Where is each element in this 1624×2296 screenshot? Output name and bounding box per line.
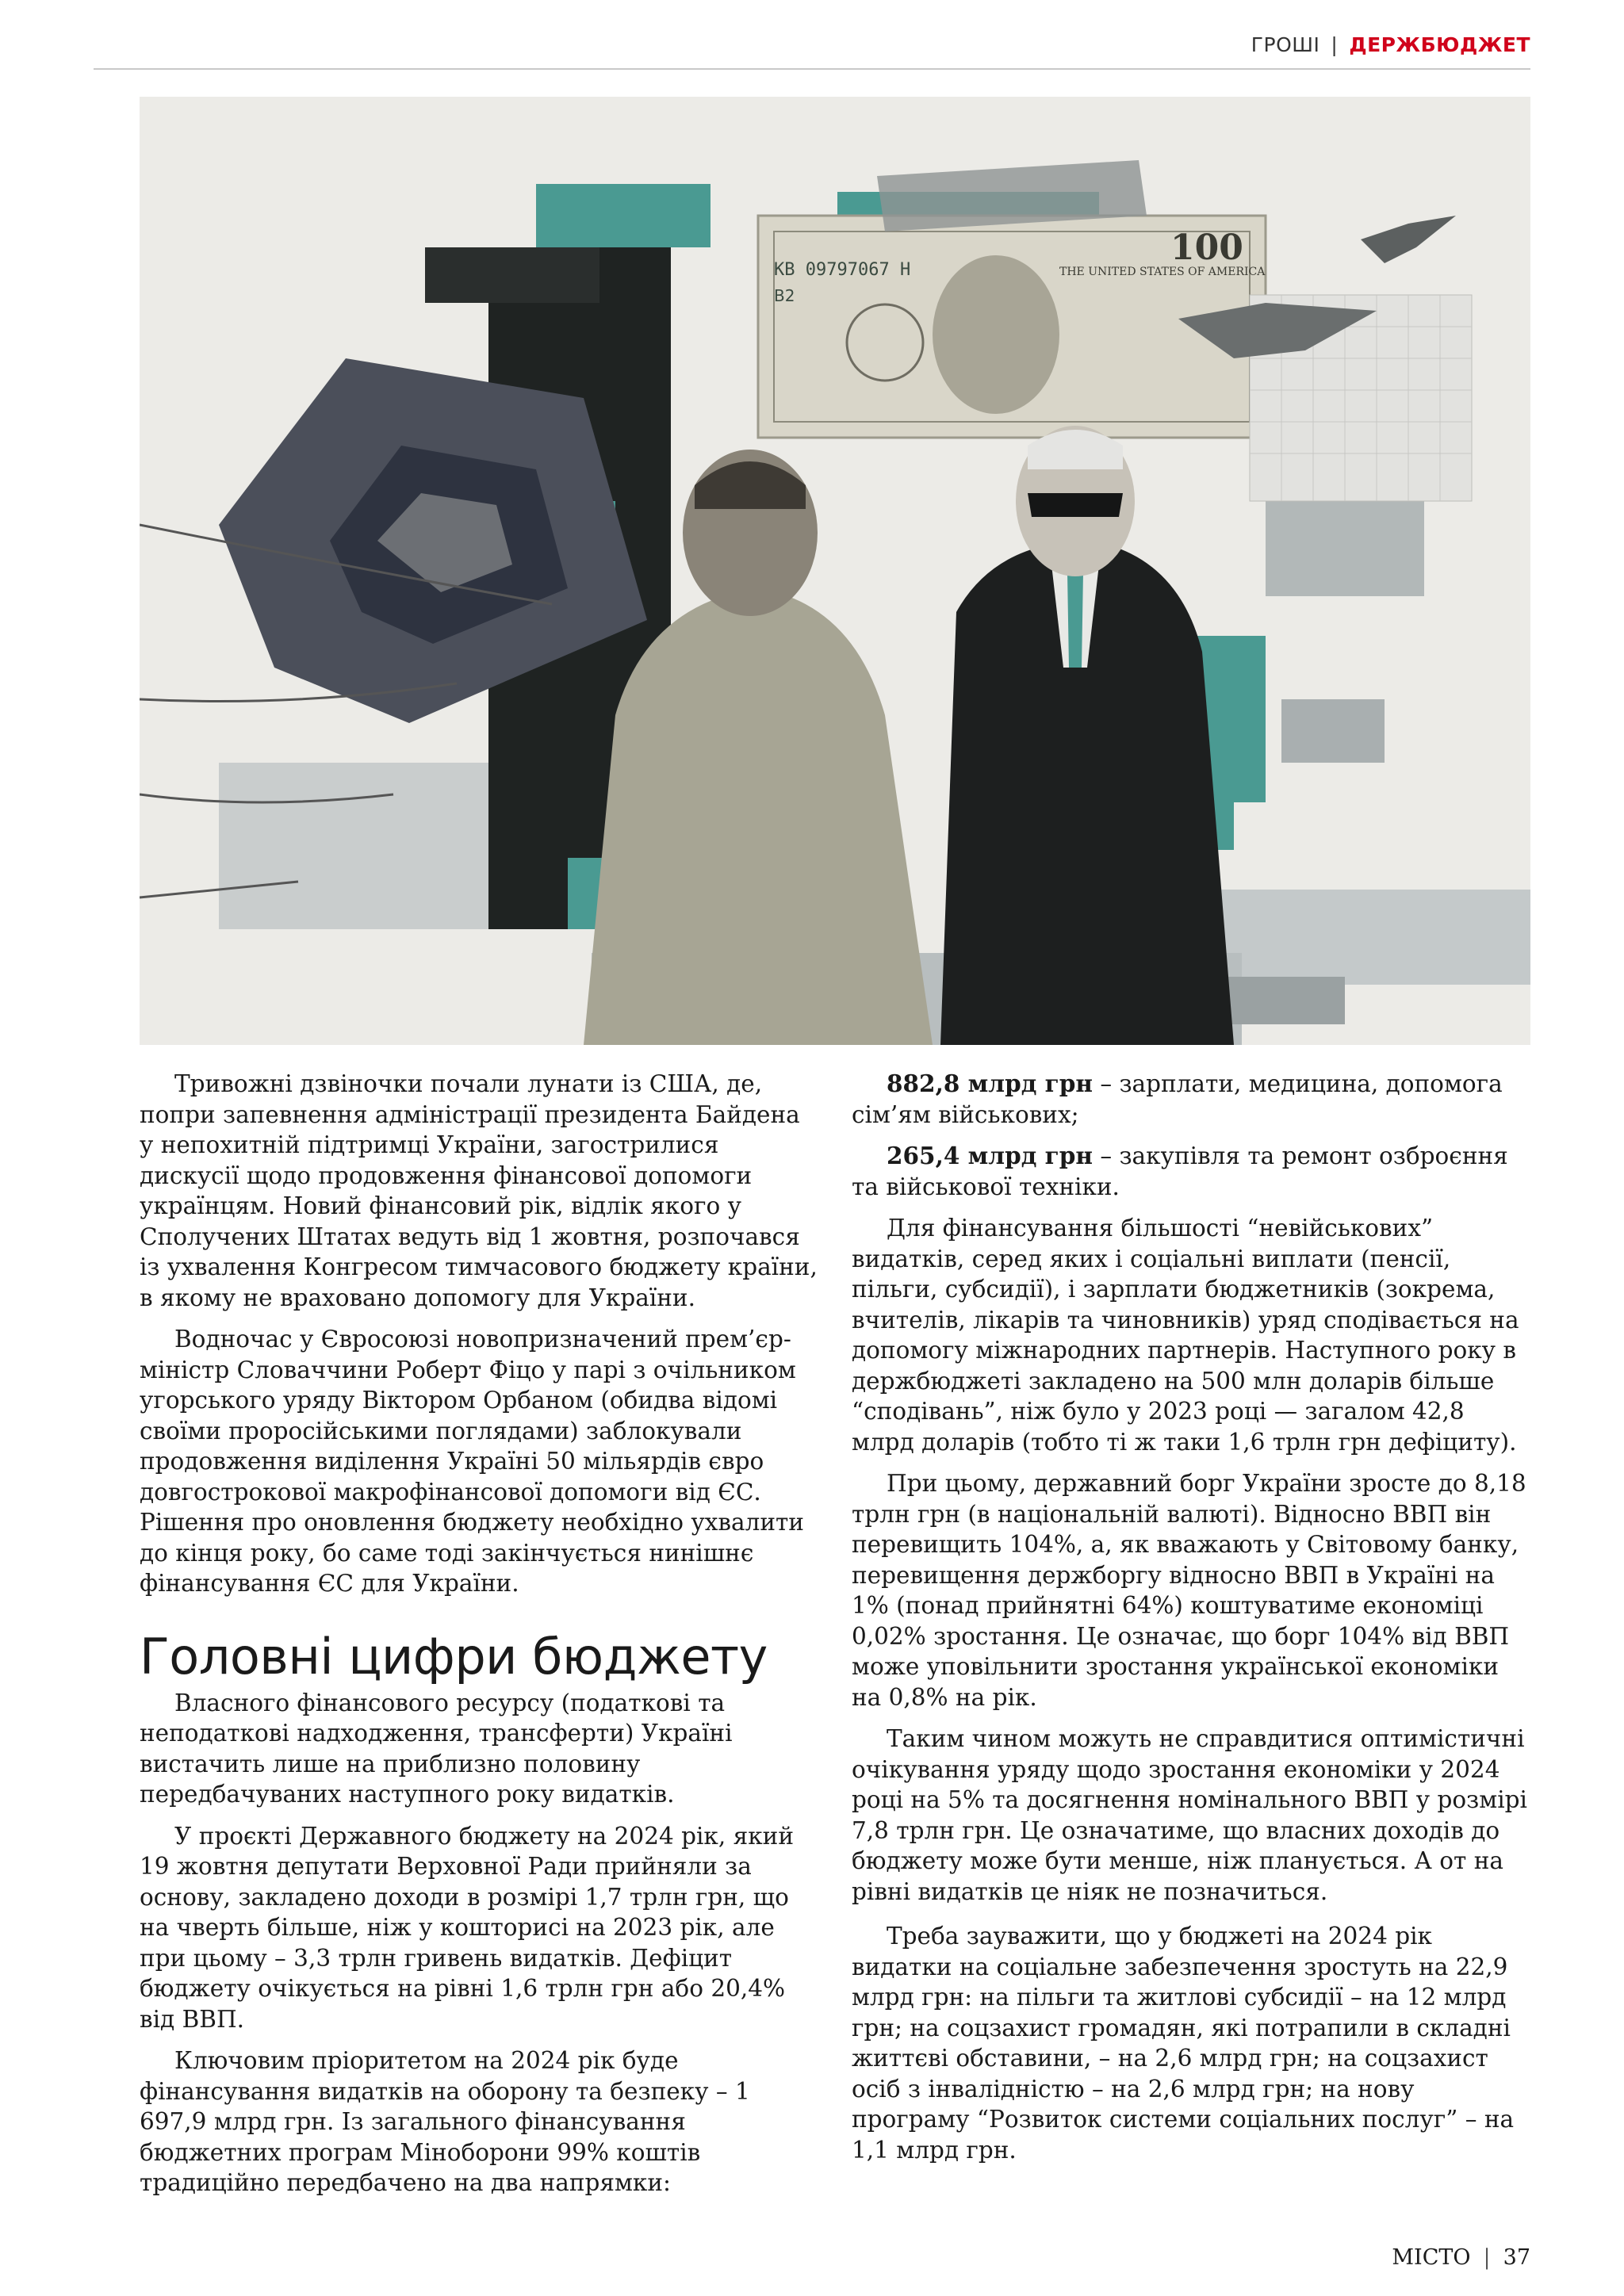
body-paragraph-3: Ключовим пріоритетом на 2024 рік буде фінансування видатків на оборону та безпеку – 1 697,9 млрд грн. Із загального фінансування бюджетних програм Міноборони 99% коштів традиційно передбачено на два напрямки: — [140, 2047, 750, 2196]
article-column-left — [140, 1069, 818, 2213]
banknote-text: THE UNITED STATES OF AMERICA — [1059, 266, 1266, 278]
defense-item-1 — [852, 1069, 1530, 1130]
banknote-code: B2 — [774, 286, 795, 305]
page-footer — [1392, 2245, 1530, 2270]
banknote-denomination: 100 — [1170, 228, 1243, 268]
intro-paragraph-2: Водночас у Євросоюзі новопризначений прем’єр-міністр Словаччини Роберт Фіцо у парі з очільником угорського уряду Віктором Орбаном (обидва відомі своїми проросійськими поглядами) заблокували продовження виділення Україні 50 мільярдів євро довгострокової макрофінансової допомоги від ЄС. Рішення про оновлення бюджету необхідно ухвалити до кінця року, бо саме тоді закінчується нинішнє фінансування ЄС для України. — [140, 1326, 804, 1597]
defense-item-1-amount: 882,8 млрд грн — [887, 1070, 1093, 1097]
right-paragraph-1: Для фінансування більшості “невійськових” видатків, серед яких і соціальні виплати (пенсії, пільги, субсидії), і зарплати бюджетників (зокрема, вчителів, лікарів та чиновників) уряд сподівається на допомогу міжнародних партнерів. Наступного року в держбюджеті закладено на 500 млн доларів більше “сподівань”, ніж було у 2023 році — загалом 42,8 млрд доларів (тобто ті ж таки 1,6 трлн грн дефіциту). — [852, 1215, 1519, 1456]
defense-item-1-text: – зарплати, медицина, допомога сім’ям військових; — [852, 1070, 1503, 1128]
banknote-serial: KB 09797067 H — [774, 260, 911, 280]
header-section: ДЕРЖБЮДЖЕТ — [1349, 33, 1530, 56]
footer-separator: | — [1483, 2245, 1491, 2270]
body-paragraph-1: Власного фінансового ресурсу (податкові та неподаткові надходження, трансферти) Україні вистачить лише на приблизно половину передбачуваних наступного року видатків. — [140, 1689, 733, 1808]
header-separator: | — [1331, 33, 1339, 56]
body-paragraph-2: У проєкті Державного бюджету на 2024 рік, який 19 жовтня депутати Верховної Ради прийняли за основу, закладено доходи в розмірі 1,7 трлн грн, що на чверть більше, ніж у кошторисі на 2023 рік, але при цьому – 3,3 трлн гривень видатків. Дефіцит бюджету очікується на рівні 1,6 трлн грн або 20,4% від ВВП. — [140, 1822, 794, 2033]
right-paragraph-4: Треба зауважити, що у бюджеті на 2024 рік видатки на соціальне забезпечення зростуть на 22,9 млрд грн: на пільги та житлові субсидії – на 12 млрд грн; на соцзахист громадян, які потрапили в складні життєві обставини, – на 2,6 млрд грн; на соцзахист осіб з інвалідністю – на 2,6 млрд грн; на нову програму “Розвиток системи соціальних послуг” – на 1,1 млрд грн. — [852, 1923, 1515, 2164]
page-number: 37 — [1503, 2245, 1530, 2270]
article-column-right — [852, 1069, 1530, 2179]
defense-item-2 — [852, 1141, 1530, 1202]
right-paragraph-3: Таким чином можуть не справдитися оптимістичні очікування уряду щодо зростання економіки у 2024 році на 5% та досягнення номінального ВВП у розмірі 7,8 трлн грн. Це означатиме, що власних доходів до бюджету може бути менше, ніж планується. А от на рівні видатків це ніяк не позначиться. — [852, 1725, 1527, 1905]
header-rubric: ГРОШІ — [1251, 33, 1320, 56]
collage-image — [140, 97, 1530, 1045]
footer-magazine: МІСТО — [1392, 2245, 1471, 2270]
defense-item-2-amount: 265,4 млрд грн — [887, 1142, 1093, 1169]
header-rule — [94, 68, 1530, 70]
right-paragraph-2: При цьому, державний борг України зросте до 8,18 трлн грн (в національній валюті). Відносно ВВП він перевищить 104%, а, як вважають у Світовому банку, перевищення держборгу відносно ВВП в Україні на 1% (понад прийнятні 64%) коштуватиме економіці 0,02% зростання. Це означає, що борг 104% від ВВП може уповільнити зростання української економіки на 0,8% на рік. — [852, 1470, 1526, 1711]
intro-paragraph-1: Тривожні дзвіночки почали лунати із США, де, попри запевнення адміністрації президента Байдена у непохитній підтримці України, загострилися дискусії щодо продовження фінансової допомоги українцям. Новий фінансовий рік, відлік якого у Сполучених Штатах ведуть від 1 жовтня, розпочався із ухвалення Конгресом тимчасового бюджету країни, в якому не враховано допомогу для України. — [140, 1070, 818, 1311]
article-illustration — [140, 97, 1530, 1045]
section-heading: Головні цифри бюджету — [140, 1627, 768, 1686]
page-header — [1251, 24, 1530, 65]
defense-item-2-text: – закупівля та ремонт озброєння та військової техніки. — [852, 1142, 1508, 1200]
